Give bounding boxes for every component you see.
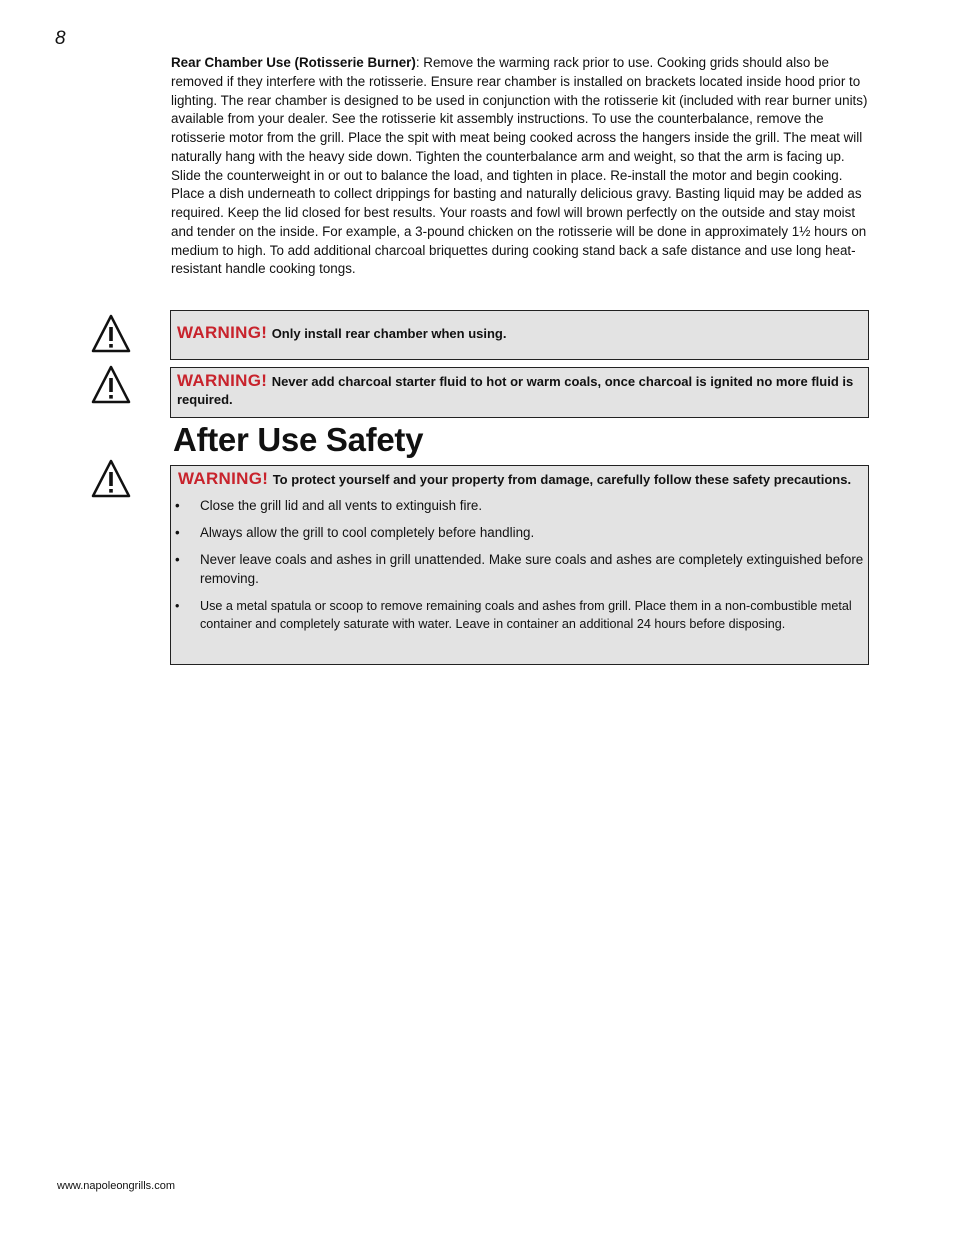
list-item: • Never leave coals and ashes in grill unattended. Make sure coals and ashes are completely extinguished before removing.	[175, 551, 866, 588]
intro-text: : Remove the warming rack prior to use. Cooking grids should also be removed if they interfere with the rotisserie. Ensure rear chamber is installed on brackets located inside hood prior to lighting. The rear chamber is designed to be used in conjunction with the rotisserie kit (included with rear burner units) available from your dealer. See the rotisserie kit assembly instructions. To use the counterbalance, remove the rotisserie motor from the grill. Place the spit with meat being cooked across the hangers inside the grill. The meat will naturally hang with the heavy side down. Tighten the counterbalance arm and weight, so that the arm is facing up. Slide the counterweight in or out to balance the load, and tighten in place. Re-install the motor and begin cooking. Place a dish underneath to collect drippings for basting and naturally delicious gravy. Basting liquid may be added as required. Keep the lid closed for best results. Your roasts and fowl will brown perfectly on the outside and stay moist and tender on the inside. For example, a 3-pound chicken on the rotisserie will be done in approximately 1½ hours on medium to high. To add additional charcoal briquettes during cooking stand back a safe distance and use long heat-resistant handle cooking tongs.	[171, 55, 868, 277]
warning-text: Only install rear chamber when using.	[271, 326, 507, 341]
warning-text: Never add charcoal starter fluid to hot or warm coals, once charcoal is ignited no more fluid is required.	[177, 374, 854, 407]
list-item: • Close the grill lid and all vents to extinguish fire.	[175, 497, 866, 516]
warning-label: WARNING!	[177, 371, 268, 390]
intro-paragraph	[171, 54, 871, 279]
warning-box-rear-chamber	[170, 310, 869, 360]
warning-label: WARNING!	[177, 323, 268, 342]
list-item: • Always allow the grill to cool completely before handling.	[175, 524, 866, 543]
warning-box-after-use	[170, 465, 869, 665]
page-number: 8	[55, 28, 66, 49]
warning-label: WARNING!	[178, 469, 269, 488]
safety-list	[175, 497, 866, 634]
section-title: After Use Safety	[173, 421, 424, 458]
warning-box-starter-fluid	[170, 367, 869, 418]
intro-heading: Rear Chamber Use (Rotisserie Burner)	[171, 55, 416, 70]
list-item: • Use a metal spatula or scoop to remove remaining coals and ashes from grill. Place them in a non-combustible metal container and completely saturate with water. Leave in container an additional 24 hours before disposing.	[175, 597, 866, 634]
warning-triangle-icon	[91, 364, 131, 404]
warning-triangle-icon	[91, 313, 131, 353]
warning-triangle-icon	[91, 458, 131, 498]
warning-text: To protect yourself and your property from damage, carefully follow these safety precautions.	[272, 472, 852, 487]
footer-url: www.napoleongrills.com	[57, 1180, 175, 1192]
